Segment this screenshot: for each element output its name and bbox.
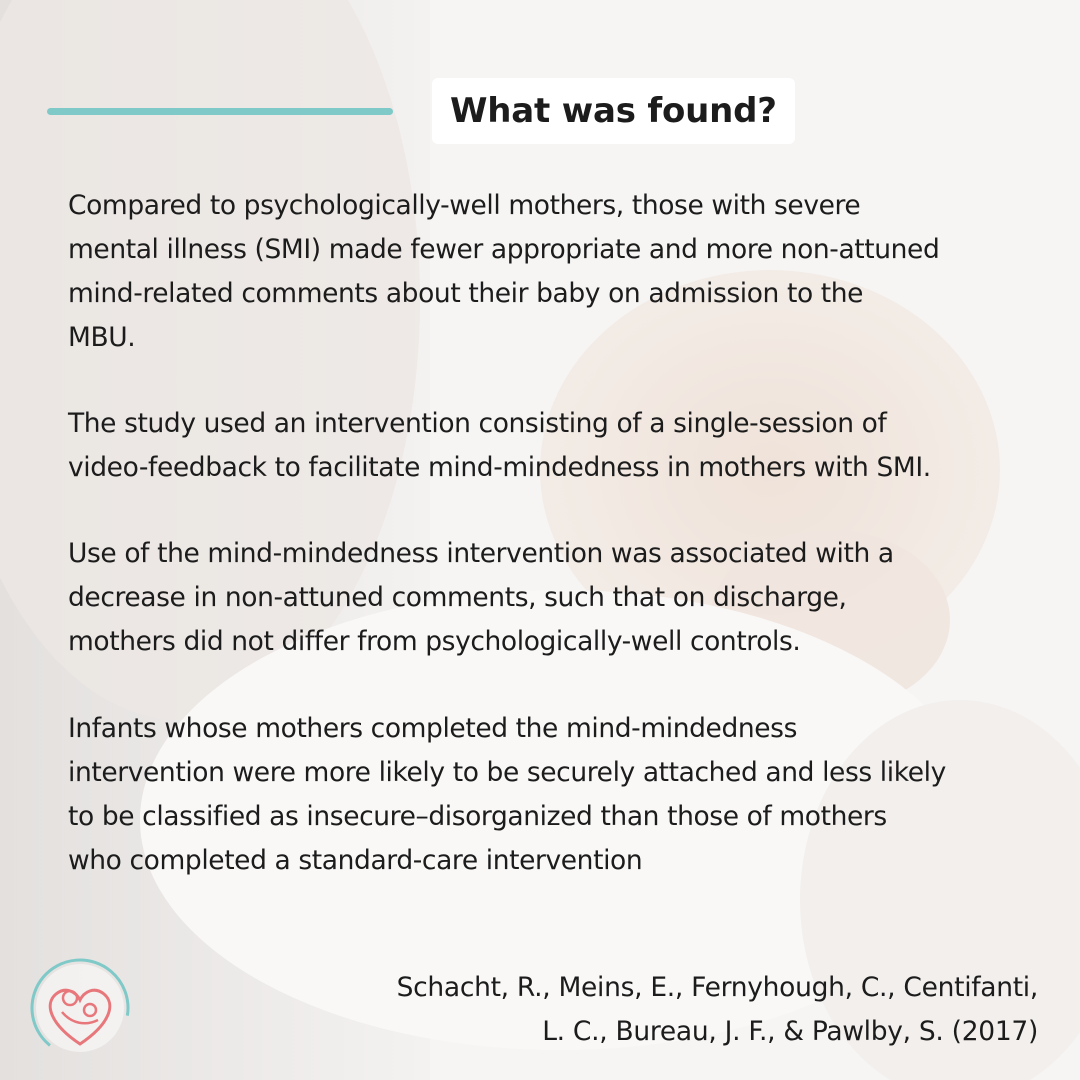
mother-and-baby-heart-logo-icon (20, 952, 140, 1062)
finding-paragraph-2: The study used an intervention consisting of a single-session of video-feedback to facilitate mind-mindedness in mothers with SMI. (68, 408, 931, 483)
citation: Schacht, R., Meins, E., Fernyhough, C., Centifanti, L. C., Bureau, J. F., & Pawlby, S. (2017) (396, 972, 1038, 1047)
finding-paragraph-4: Infants whose mothers completed the mind-mindedness intervention were more likely to be securely attached and less likely to be classified as insecure–disorganized than those of mothers who completed a standard-care intervention (68, 713, 946, 876)
title-accent-line (47, 108, 393, 115)
page-title: What was found? (432, 78, 795, 144)
finding-paragraph-3: Use of the mind-mindedness intervention was associated with a decrease in non-attuned comments, such that on discharge, mothers did not differ from psychologically-well controls. (68, 538, 894, 657)
finding-paragraph-1: Compared to psychologically-well mothers, those with severe mental illness (SMI) made fewer appropriate and more non-attuned mind-related comments about their baby on admission to the MBU. (68, 190, 940, 353)
